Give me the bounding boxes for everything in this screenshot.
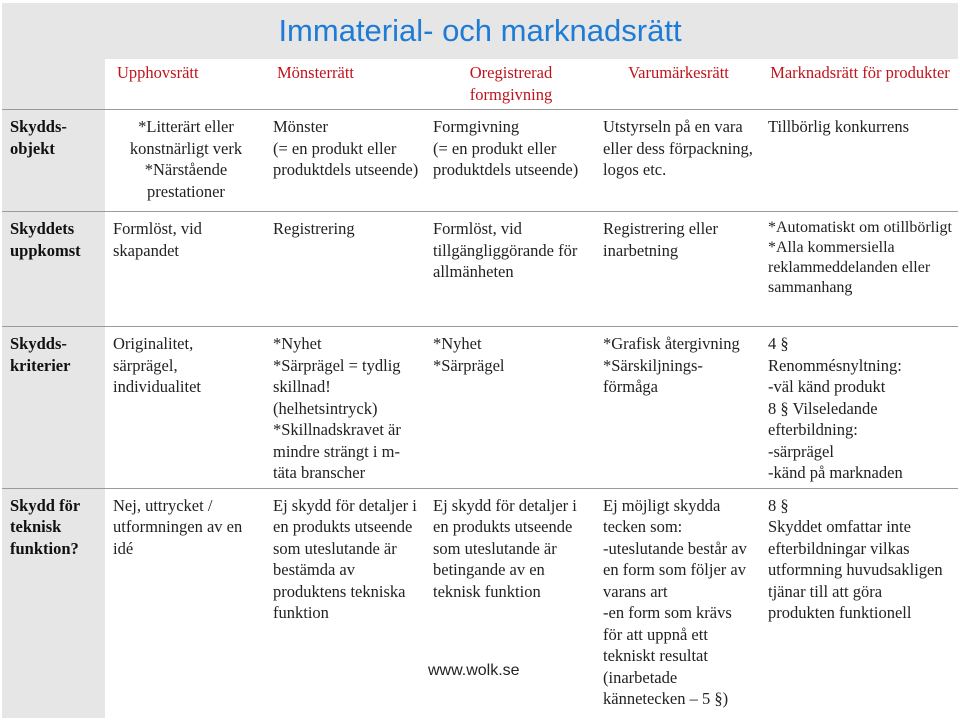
table-cell: Mönster (= en produkt eller produktdels utseende) [265, 110, 425, 212]
table-cell: *Grafisk återgivning *Särskiljnings- förmåga [595, 327, 760, 489]
row-header: Skydds- objekt [2, 110, 105, 212]
table-cell: Formgivning (= en produkt eller produktdels utseende) [425, 110, 595, 212]
table-row [2, 488, 958, 718]
table-row [2, 212, 958, 327]
table-cell: 4 § Renommésnyltning: -väl känd produkt 8 § Vilseledande efterbildning: -särprägel -känd på marknaden [760, 327, 958, 489]
table-row [2, 110, 958, 212]
row-header: Skydd för teknisk funktion? [2, 488, 105, 718]
table-cell: Registrering [265, 212, 425, 327]
table-cell: Originalitet, särprägel, individualitet [105, 327, 265, 489]
table-cell: Ej skydd för detaljer i en produkts utseende som uteslutande är betingande av en teknisk funktion [425, 488, 595, 718]
table-cell: Utstyrseln på en vara eller dess förpackning, logos etc. [595, 110, 760, 212]
table-cell: Ej möjligt skydda tecken som: -uteslutande består av en form som följer av varans art -en form som krävs för att uppnå ett tekniskt resultat (inarbetade kännetecken – 5 §) [595, 488, 760, 718]
table-row [2, 327, 958, 489]
table-cell: Formlöst, vid skapandet [105, 212, 265, 327]
header-row [2, 57, 958, 110]
comparison-table [2, 57, 958, 718]
table-cell: *Automatiskt om otillbörligt *Alla kommersiella reklammeddelanden eller sammanhang [760, 212, 958, 327]
column-header: Marknadsrätt för produkter [770, 63, 950, 82]
row-header: Skyddets uppkomst [2, 212, 105, 327]
column-header: Mönsterrätt [277, 63, 354, 82]
row-header: Skydds- kriterier [2, 327, 105, 489]
table-cell: *Nyhet *Särprägel [425, 327, 595, 489]
table-cell: Registrering eller inarbetning [595, 212, 760, 327]
table-cell: *Nyhet *Särprägel = tydlig skillnad! (helhetsintryck) *Skillnadskravet är mindre strängt i m-täta branscher [265, 327, 425, 489]
table-cell: Formlöst, vid tillgängliggörande för allmänheten [425, 212, 595, 327]
table-cell: Ej skydd för detaljer i en produkts utseende som uteslutande är bestämda av produktens tekniska funktion [265, 488, 425, 718]
table-cell: Nej, uttrycket / utformningen av en idé [105, 488, 265, 718]
corner-cell [2, 57, 105, 110]
table-cell: Tillbörlig konkurrens [760, 110, 958, 212]
table-cell: 8 § Skyddet omfattar inte efterbildningar vilkas utformning huvudsakligen tjänar till att göra produkten funktionell [760, 488, 958, 718]
column-header: Oregistrerad formgivning [469, 63, 553, 104]
column-header: Varumärkesrätt [628, 63, 729, 82]
column-header: Upphovsrätt [117, 63, 199, 82]
slide-title: Immaterial- och marknadsrätt [278, 13, 682, 48]
table-cell: *Litterärt eller konstnärligt verk *Närstående prestationer [105, 110, 265, 212]
footer-url: www.wolk.se [428, 662, 520, 679]
